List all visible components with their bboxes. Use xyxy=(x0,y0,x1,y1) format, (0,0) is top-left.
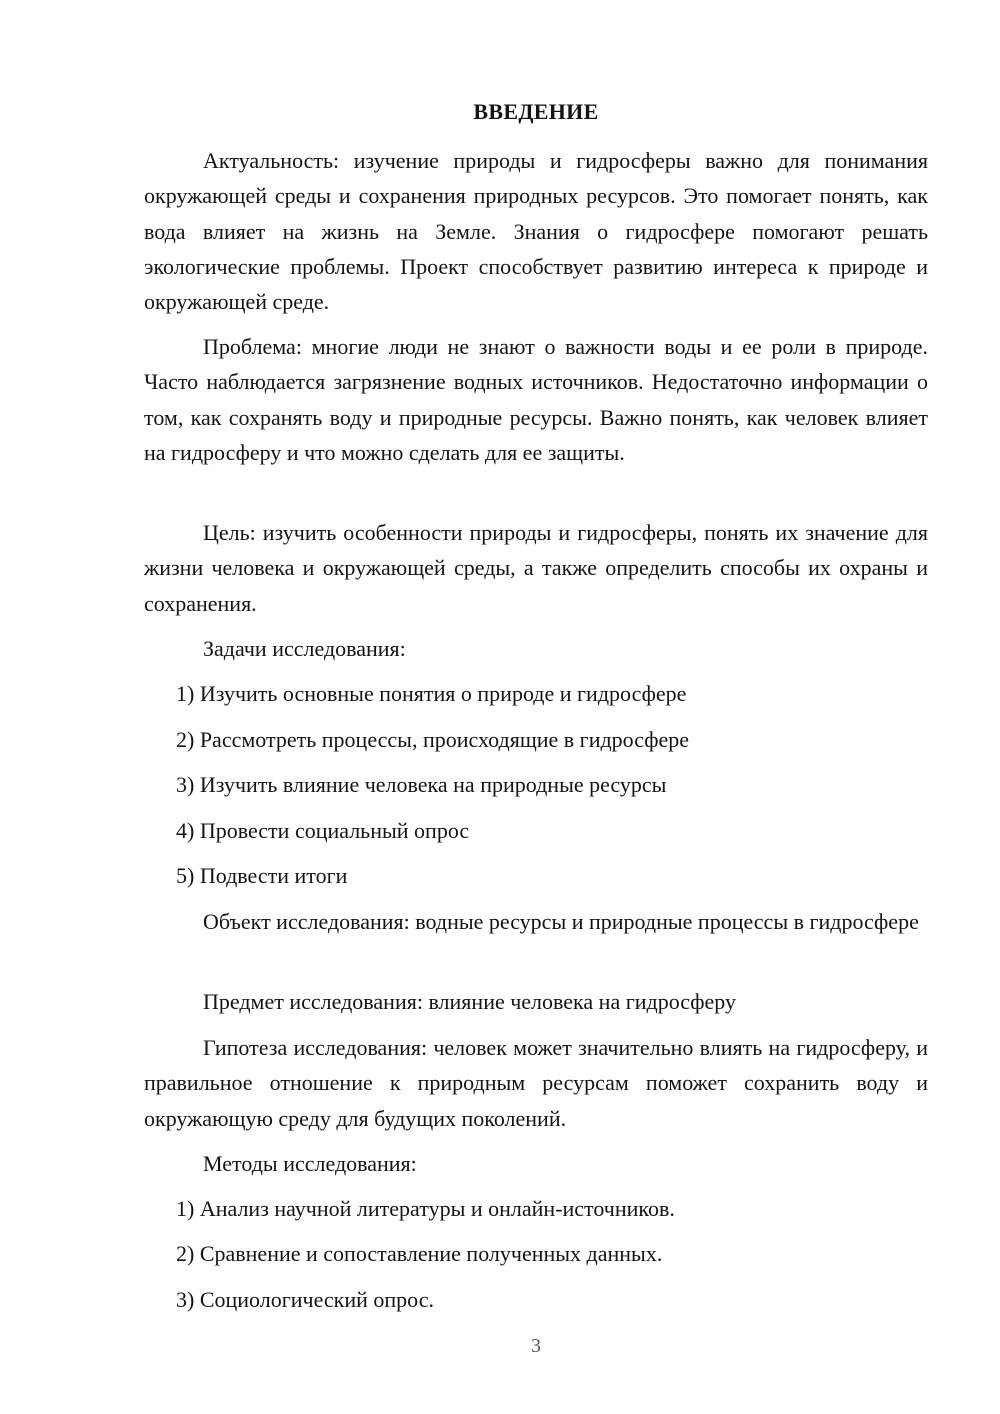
method-item: 3) Социологический опрос. xyxy=(176,1287,434,1312)
tasks-title: Задачи исследования: xyxy=(203,636,406,661)
task-item: 5) Подвести итоги xyxy=(176,863,348,888)
method-item: 2) Сравнение и сопоставление полученных данных. xyxy=(176,1241,663,1266)
methods-title: Методы исследования: xyxy=(203,1151,417,1176)
paragraph-hypothesis: Гипотеза исследования: человек может значительно влиять на гидросферу, и правильное отношение к природным ресурсам поможет сохранить воду и окружающую среду для будущих поколений. xyxy=(144,1035,928,1131)
paragraph-subject: Предмет исследования: влияние человека на гидросферу xyxy=(203,989,737,1014)
method-item: 1) Анализ научной литературы и онлайн-источников. xyxy=(176,1196,675,1221)
task-item: 3) Изучить влияние человека на природные ресурсы xyxy=(176,772,667,797)
paragraph-problem: Проблема: многие люди не знают о важности воды и ее роли в природе. Часто наблюдается загрязнение водных источников. Недостаточно информации о том, как сохранять воду и природные ресурсы. Важно понять, как человек влияет на гидросферу и что можно сделать для ее защиты. xyxy=(144,334,928,465)
paragraph-relevance: Актуальность: изучение природы и гидросферы важно для понимания окружающей среды и сохранения природных ресурсов. Это помогает понять, как вода влияет на жизнь на Земле. Знания о гидросфере помогают решать экологические проблемы. Проект способствует развитию интереса к природе и окружающей среде. xyxy=(144,148,928,315)
paragraph-object: Объект исследования: водные ресурсы и природные процессы в гидросфере xyxy=(203,909,919,934)
page-number: 3 xyxy=(531,1335,541,1357)
section-heading: ВВЕДЕНИЕ xyxy=(473,99,599,124)
paragraph-goal: Цель: изучить особенности природы и гидросферы, понять их значение для жизни человека и окружающей среды, а также определить способы их охраны и сохранения. xyxy=(144,520,928,616)
task-item: 1) Изучить основные понятия о природе и гидросфере xyxy=(176,681,687,706)
task-item: 4) Провести социальный опрос xyxy=(176,818,470,843)
task-item: 2) Рассмотреть процессы, происходящие в гидросфере xyxy=(176,727,690,752)
